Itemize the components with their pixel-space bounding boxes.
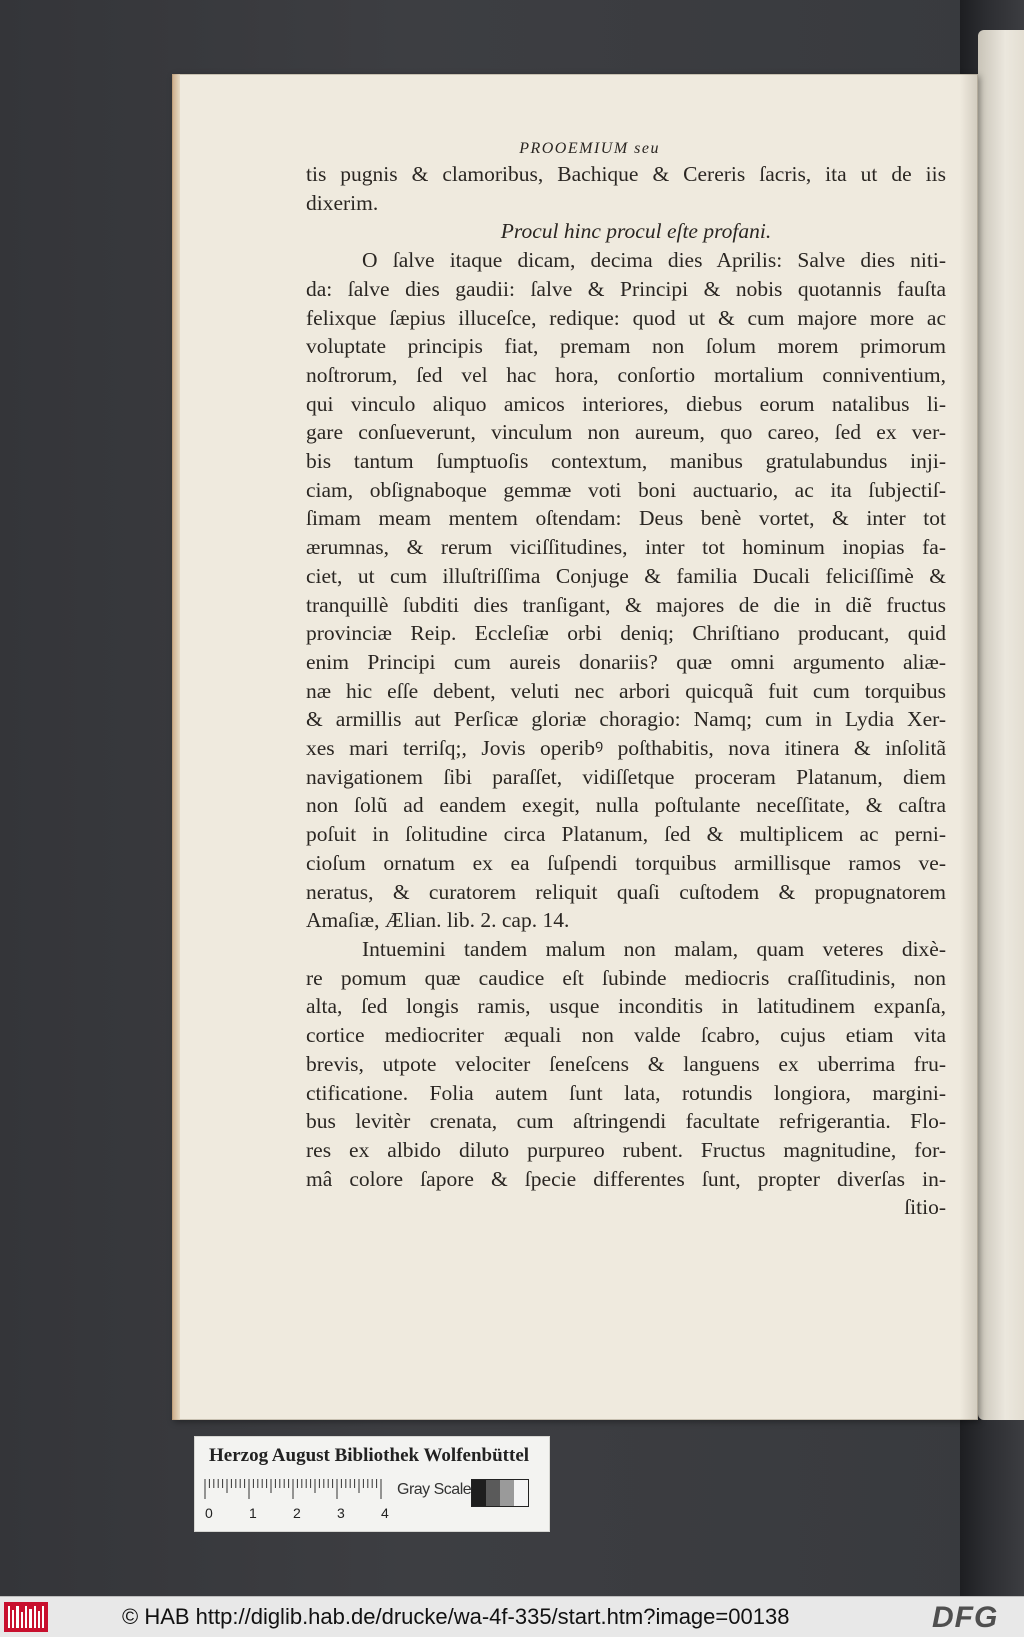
text-line: alta, ſed longis ramis, usque inconditis in latitudinem expanſa, <box>306 994 946 1019</box>
gray-swatch <box>514 1480 528 1506</box>
text-line: mâ colore ſapore & ſpecie differentes ſunt, propter diverſas in- <box>306 1166 946 1191</box>
ruler-numbers <box>205 1505 405 1521</box>
text-line: tranquillè ſubditi dies tranſigant, & majores de die in diẽ fructus <box>306 592 946 617</box>
text-line: ciet, ut cum illuſtriſſima Conjuge & familia Ducali feliciſſimè & <box>306 563 946 588</box>
text-line: felixque ſæpius illuceſce, redique: quod ut & cum majore more ac <box>306 305 946 330</box>
text-line: cioſum ornatum ex ea ſuſpendi torquibus armillisque ramos ve- <box>306 850 946 875</box>
next-page-edge <box>978 30 1024 1420</box>
text-line: O ſalve itaque dicam, decima dies Aprilis: Salve dies niti- <box>362 248 946 273</box>
text-line: noſtrorum, ſed vel hac hora, conſortio mortalium conniventium, <box>306 362 946 387</box>
text-line: gare conſueverunt, vinculum non aureum, quo careo, ſed ex ver- <box>306 420 946 445</box>
text-line: voluptate principis fiat, premam non ſolum morem primorum <box>306 334 946 359</box>
text-line: ctificatione. Folia autem ſunt lata, rotundis longiora, margini- <box>306 1080 946 1105</box>
text-line: bis tantum ſumptuoſis contextum, manibus gratulabundus inji- <box>306 449 946 474</box>
text-line: re pomum quæ caudice eſt ſubinde mediocris craſſitudinis, non <box>306 965 946 990</box>
text-line: res ex albido diluto purpureo rubent. Fructus magnitudine, for- <box>306 1137 946 1162</box>
ruler-number: 1 <box>249 1505 257 1521</box>
text-line: næ hic eſſe debent, veluti nec arbori quicquã fuit cum torquibus <box>306 678 946 703</box>
text-line: non ſolũ ad eandem exegit, nulla poſtulante neceſſitate, & caſtra <box>306 793 946 818</box>
text-line: enim Principi cum aureis donariis? quæ omni argumento aliæ- <box>306 649 946 674</box>
ruler-number: 0 <box>205 1505 213 1521</box>
ruler-number: 4 <box>381 1505 389 1521</box>
text-line: Intuemini tandem malum non malam, quam veteres dixè- <box>362 936 946 961</box>
text-line: brevis, utpote velociter ſeneſcens & languens ex uberrima fru- <box>306 1051 946 1076</box>
gray-swatch <box>486 1480 500 1506</box>
page-text-block <box>306 138 946 1222</box>
barcode-icon <box>4 1602 48 1632</box>
text-line: dixerim. <box>306 190 379 215</box>
text-lines <box>306 160 946 1222</box>
text-line: ærumnas, & rerum viciſſitudines, inter tot hominum inopias fa- <box>306 535 946 560</box>
text-line: Procul hinc procul eſte profani. <box>500 219 772 244</box>
text-line: xes mari terriſq;, Jovis operibꝰ poſthabitis, nova itinera & inſolitã <box>306 736 946 761</box>
text-line: neratus, & curatorem reliquit quaſi cuſtodem & propugnatorem <box>306 879 946 904</box>
text-line: da: ſalve dies gaudii: ſalve & Principi & nobis quotannis fauſta <box>306 276 946 301</box>
gray-swatch <box>472 1480 486 1506</box>
footer-bar <box>0 1596 1024 1637</box>
library-label-card <box>194 1436 550 1532</box>
gray-scale-swatches <box>471 1479 529 1507</box>
dfg-logo: DFG <box>932 1601 999 1634</box>
ruler-number: 3 <box>337 1505 345 1521</box>
scale-ruler <box>203 1479 389 1499</box>
text-line: provinciæ Reip. Eccleſiæ orbi deniq; Chriſtiano producant, quid <box>306 621 946 646</box>
gray-scale-label: Gray Scale <box>397 1481 472 1498</box>
text-line: tis pugnis & clamoribus, Bachique & Cereris ſacris, ita ut de iis <box>306 162 946 186</box>
gray-swatch <box>500 1480 514 1506</box>
text-line: qui vinculo aliquo amicos interiores, diebus eorum natalibus li- <box>306 391 946 416</box>
source-url[interactable]: © HAB http://diglib.hab.de/drucke/wa-4f-335/start.htm?image=00138 <box>122 1604 790 1629</box>
text-line: Amaſiæ, Ælian. lib. 2. cap. 14. <box>306 908 570 933</box>
text-line: cortice mediocriter æquali non valde ſcabro, cujus etiam vita <box>306 1023 946 1048</box>
library-name: Herzog August Bibliothek Wolfenbüttel <box>209 1445 530 1466</box>
text-line: & armillis aut Perſicæ gloriæ choragio: Namq; cum in Lydia Xer- <box>306 707 946 732</box>
text-line: bus levitèr crenata, cum aſtringendi facultate refrigerantia. Flo- <box>306 1109 946 1134</box>
text-line: ſimam meam mentem oſtendam: Deus benè vortet, & inter tot <box>306 506 946 531</box>
text-line: ſitio- <box>904 1195 946 1220</box>
text-line: ciam, obſignaboque gemmæ voti boni auctuario, ac ita ſubjectiſ- <box>306 477 946 502</box>
text-line: navigationem ſibi paraſſet, vidiſſetque proceram Platanum, diem <box>306 764 946 789</box>
ruler-number: 2 <box>293 1505 301 1521</box>
running-head: PROOEMIUM seu <box>519 140 660 157</box>
text-line: poſuit in ſolitudine circa Platanum, ſed & multiplicem ac perni- <box>306 822 946 847</box>
